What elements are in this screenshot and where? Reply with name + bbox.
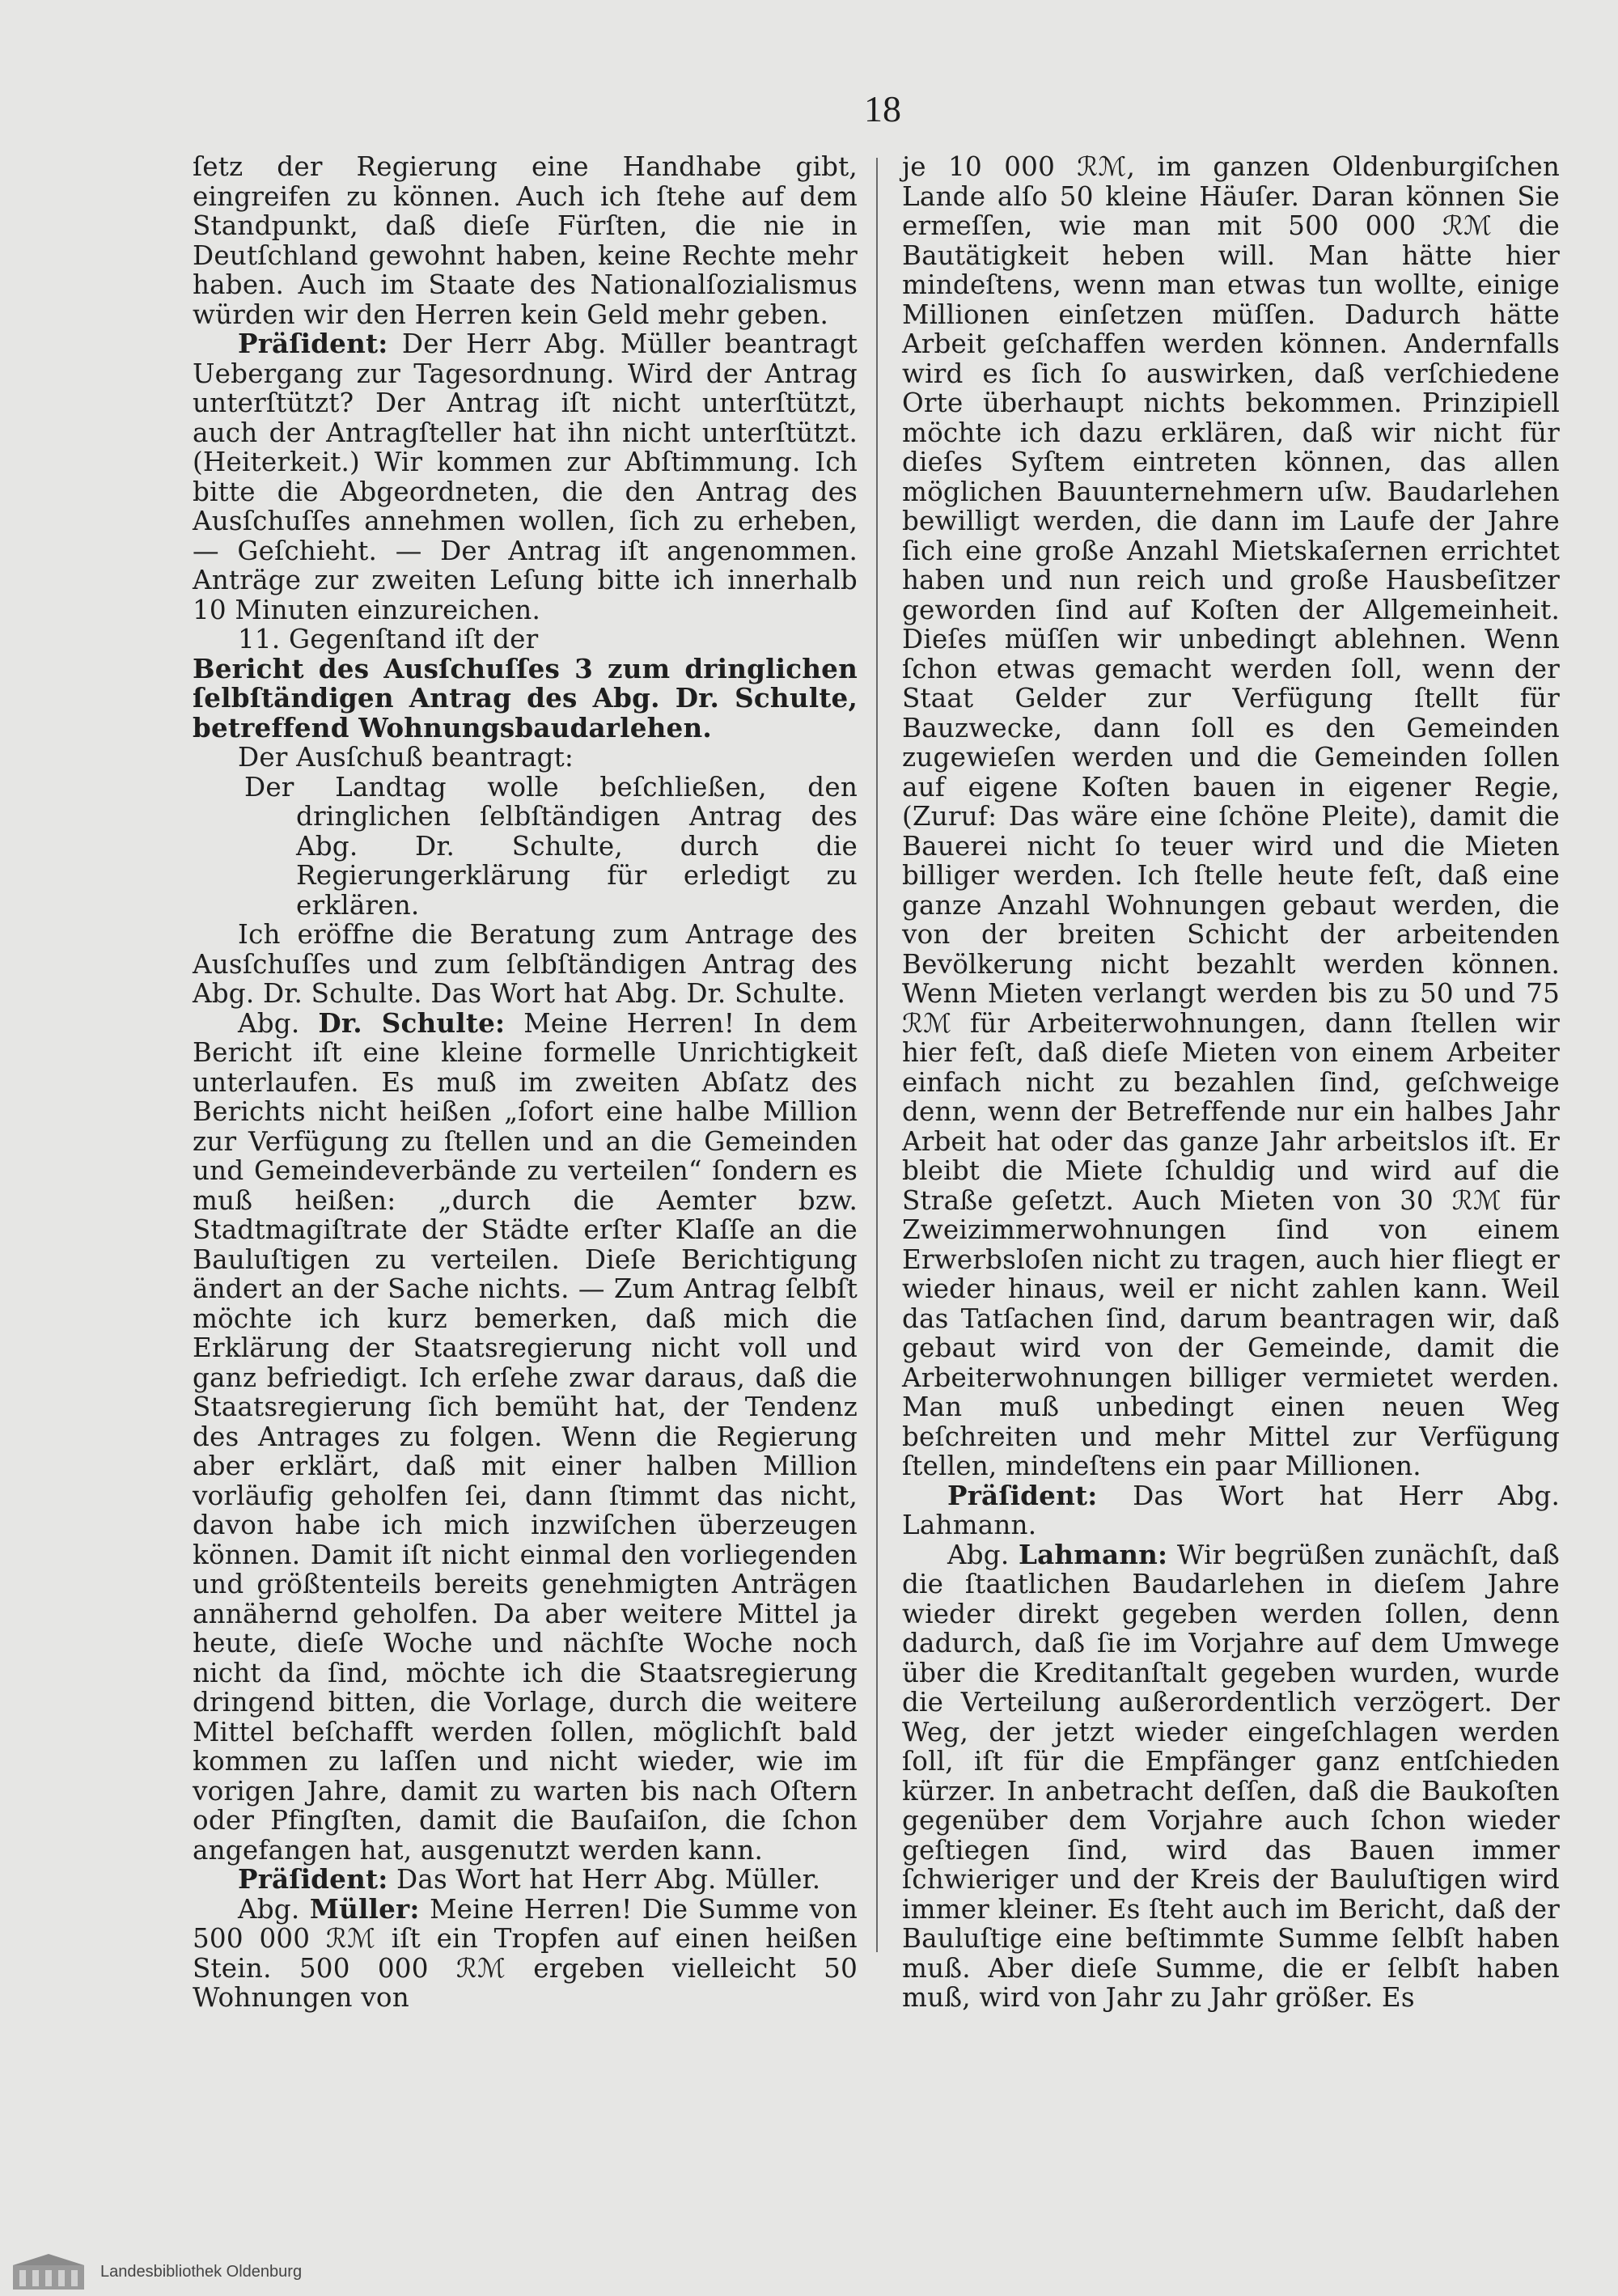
right-column bbox=[902, 152, 1560, 2013]
left-paragraph-10 bbox=[193, 1892, 858, 2013]
column-divider bbox=[876, 158, 878, 1952]
motion-text: Der Landtag wolle beſchließen, den dringlichen ſelbſtändigen Antrag des Abg. Dr. Schulte, durch die Regierungerklärung für erledigt zu erklären. bbox=[244, 771, 858, 921]
library-building-icon bbox=[8, 2251, 89, 2293]
right-paragraph-3 bbox=[902, 1540, 1560, 2013]
speaker-label: Müller: bbox=[309, 1892, 420, 1925]
speaker-label: Lahmann: bbox=[1019, 1538, 1168, 1570]
paragraph-text: Wir begrüßen zunächſt, daß die ſtaatlichen Baudarlehen in dieſem Jahre wieder direkt gegeben werden ſollen, denn dadurch, daß ſie im Vorjahre auf dem Umwege über die Kreditanſtalt gegeben wurden, wurde die Verteilung außerordentlich verzögert. Der Weg, der jetzt wieder eingeſchlagen werden ſoll, iſt für die Empfänger ganz entſchieden kürzer. In anbetracht deſſen, daß die Baukoſten gegenüber dem Vorjahre auch ſchon wieder geſtiegen ſind, wird das Bauen immer ſchwieriger und der Kreis der Bauluſtigen wird immer kleiner. Es ſteht auch im Bericht, daß der Bauluſtige eine beſtimmte Summe ſelbſt haben muß. Aber dieſe Summe, die er ſelbſt haben muß, wird von Jahr zu Jahr größer. Es bbox=[902, 1539, 1561, 2013]
right-paragraph-1: je 10 000 ℛℳ, im ganzen Oldenburgiſchen Lande alſo 50 kleine Häuſer. Daran können Sie ermeſſen, wie man mit 500 000 ℛℳ die Bautätigkeit heben will. Man hätte hier mindeſtens, wenn man etwas tun wollte, einige Millionen einſetzen müſſen. Dadurch hätte Arbeit geſchaffen werden können. Andernfalls wird es ſich ſo auswirken, daß verſchiedene Orte überhaupt nichts bekommen. Prinzipiell möchte ich dazu erklären, daß wir nicht für dieſes Syſtem eintreten können, das allen möglichen Bauunternehmern uſw. Baudarlehen bewilligt werden, die dann im Laufe der Jahre ſich eine große Anzahl Mietskaſernen errichtet haben und nun reich und große Hausbeſitzer geworden ſind auf Koſten der Allgemeinheit. Dieſes müſſen wir unbedingt ablehnen. Wenn ſchon etwas gemacht werden ſoll, wenn der Staat Gelder zur Verfügung ſtellt für Bauzwecke, dann ſoll es den Gemeinden zugewieſen werden und die Gemeinden ſollen auf eigene Koſten bauen in eigener Regie, (Zuruf: Das wäre eine ſchöne Pleite), damit die Bauerei nicht ſo teuer wird und die Mieten billiger werden. Ich ſtelle heute feſt, daß eine ganze Anzahl Wohnungen gebaut werden, die von der breiten Schicht der arbeitenden Bevölkerung nicht bezahlt werden können. Wenn Mieten verlangt werden bis zu 50 und 75 ℛℳ für Arbeiterwohnungen, dann ſtellen wir hier feſt, daß dieſe Mieten von einem Arbeiter einfach nicht zu bezahlen ſind, geſchweige denn, wenn der Betreffende nur ein halbes Jahr Arbeit hat oder das ganze Jahr arbeitslos iſt. Er bleibt die Miete ſchuldig und wird auf die Straße geſetzt. Auch Mieten von 30 ℛℳ für Zweizimmerwohnungen ſind von einem Erwerbsloſen nicht zu tragen, auch hier fliegt er wieder hinaus, weil er nicht zahlen kann. Weil das Tatſachen ſind, darum beantragen wir, daß gebaut wird von der Gemeinde, damit die Arbeiterwohnungen billiger vermietet werden. Man muß unbedingt einen neuen Weg beſchreiten und mehr Mittel zur Verfügung ſtellen, mindeſtens ein paar Millionen. bbox=[902, 151, 1560, 1481]
left-column bbox=[193, 152, 858, 2013]
left-paragraph-3: 11. Gegenſtand iſt der bbox=[238, 624, 539, 654]
paragraph-text: Das Wort hat Herr Abg. Müller. bbox=[396, 1864, 821, 1895]
left-paragraph-8 bbox=[193, 1006, 858, 1866]
paragraph-text: Meine Herren! Die Summe von 500 000 ℛℳ iſt ein Tropfen auf einen heißen Stein. 500 000 ℛℳ ergeben vielleicht 50 Wohnungen von bbox=[193, 1893, 858, 2013]
left-paragraph-1: ſetz der Regierung eine Handhabe gibt, eingreifen zu können. Auch ich ſtehe auf dem Standpunkt, daß dieſe Fürſten, die nie in Deutſchland gewohnt haben, keine Rechte mehr haben. Auch im Staate des Nationalſozialismus würden wir den Herren kein Geld mehr geben. bbox=[193, 151, 858, 330]
left-paragraph-9 bbox=[193, 1865, 858, 1895]
speaker-label: Präſident: bbox=[947, 1479, 1098, 1511]
left-paragraph-2 bbox=[193, 329, 858, 625]
speaker-label: Präſident: bbox=[238, 1863, 388, 1895]
speaker-prefix: Abg. bbox=[238, 1007, 300, 1039]
speaker-prefix: Abg. bbox=[238, 1893, 300, 1925]
left-paragraph-7: Ich eröffne die Beratung zum Antrage des Ausſchuſſes und zum ſelbſtändigen Antrag des Abg. Dr. Schulte. Das Wort hat Abg. Dr. Schulte. bbox=[193, 919, 858, 1009]
paragraph-text: Das Wort hat Herr Abg. Lahmann. bbox=[902, 1480, 1561, 1540]
paragraph-text: Der Herr Abg. Müller beantragt Uebergang zur Tagesordnung. Wird der Antrag unterſtützt? Der Antrag iſt nicht unterſtützt, auch der Antragſteller hat ihn nicht unterſtützt. (Heiterkeit.) Wir kommen zur Abſtimmung. Ich bitte die Abgeordneten, die den Antrag des Ausſchuſſes annehmen wollen, ſich zu erheben, — Geſchieht. — Der Antrag iſt angenommen. Anträge zur zweiten Leſung bitte ich innerhalb 10 Minuten einzureichen. bbox=[193, 328, 858, 625]
library-name: Landesbibliothek Oldenburg bbox=[100, 2262, 303, 2281]
report-heading: Bericht des Ausſchuſſes 3 zum dringlichen ſelbſtändigen Antrag des Abg. Dr. Schulte, betreffend Wohnungsbaudarlehen. bbox=[193, 652, 858, 743]
left-paragraph-5: Der Ausſchuß beantragt: bbox=[238, 742, 574, 773]
speaker-label: Präſident: bbox=[238, 328, 388, 359]
page-number: 18 bbox=[864, 88, 901, 129]
right-paragraph-2 bbox=[902, 1481, 1560, 1540]
library-footer bbox=[0, 2247, 356, 2296]
paragraph-text: Meine Herren! In dem Bericht iſt eine kleine formelle Unrichtigkeit unterlaufen. Es muß im zweiten Abſatz des Berichts nicht heißen „ſofort eine halbe Million zur Verfügung zu ſtellen und an die Gemeinden und Gemeindeverbände zu verteilen“ ſondern es muß heißen: „durch die Aemter bzw. Stadtmagiſtrate der Städte erſter Klaſſe an die Bauluſtigen zu verteilen. Dieſe Berichtigung ändert an der Sache nichts. — Zum Antrag ſelbſt möchte ich kurz bemerken, daß mich die Erklärung der Staatsregierung nicht voll und ganz befriedigt. Ich erſehe zwar daraus, daß die Staatsregierung ſich bemüht hat, der Tendenz des Antrages zu folgen. Wenn die Regierung aber erklärt, daß mit einer halben Million vorläufig geholfen ſei, dann ſtimmt das nicht, davon habe ich mich inzwiſchen überzeugen können. Damit iſt nicht einmal den vorliegenden und größtenteils bereits genehmigten Anträgen annähernd geholfen. Da aber weitere Mittel ja heute, dieſe Woche und nächſte Woche noch nicht da ſind, möchte ich die Staatsregierung dringend bitten, die Vorlage, durch die weitere Mittel beſchafft werden ſollen, möglichſt bald kommen zu laſſen und nicht wieder, wie im vorigen Jahre, damit zu warten bis nach Oſtern oder Pfingſten, damit die Bauſaiſon, die ſchon angefangen hat, ausgenutzt werden kann. bbox=[193, 1007, 858, 1866]
speaker-prefix: Abg. bbox=[947, 1539, 1010, 1570]
speaker-label: Dr. Schulte: bbox=[318, 1006, 506, 1039]
